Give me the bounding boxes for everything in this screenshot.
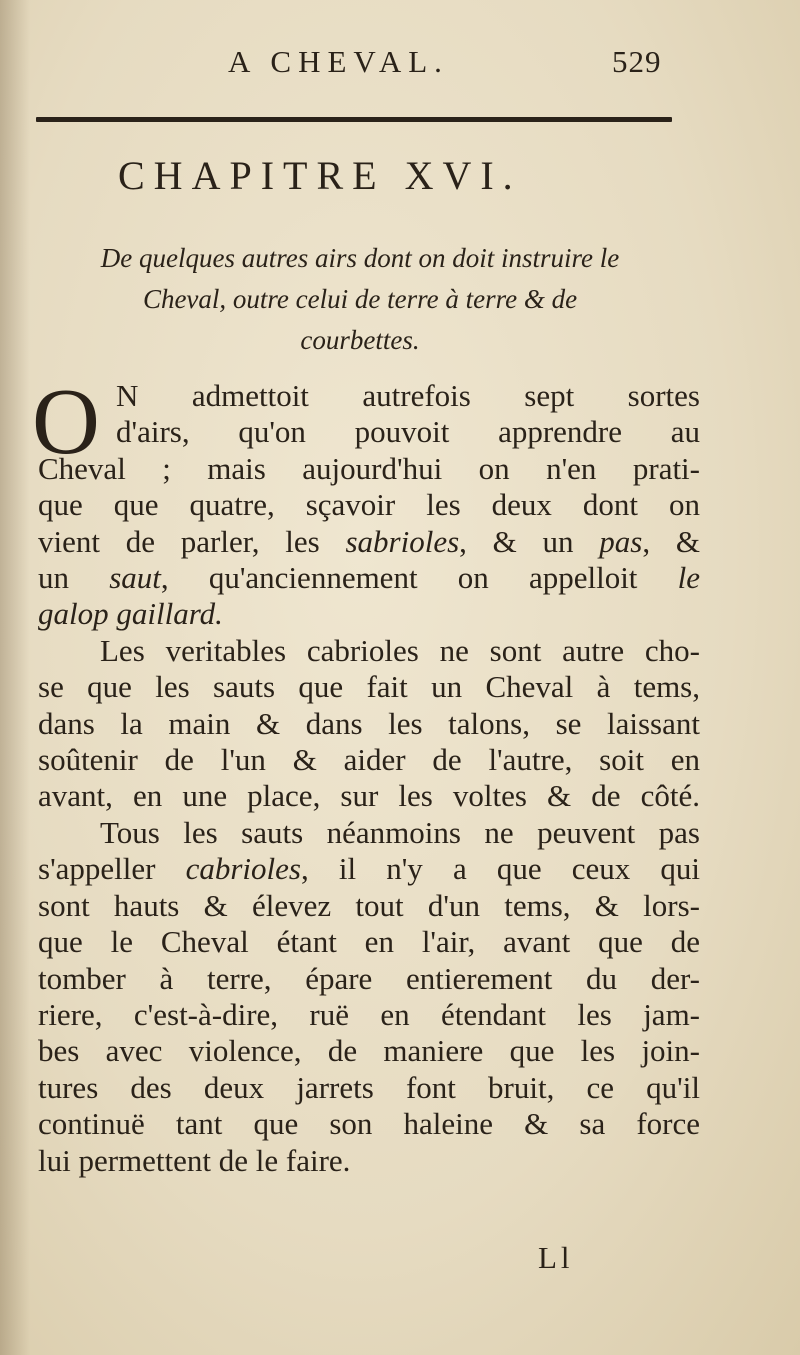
paragraph-3 (38, 815, 700, 1179)
text-run: s'appeller (38, 851, 186, 887)
text-line (38, 524, 700, 560)
italic-term: cabrioles (185, 851, 301, 887)
text-run: , & (642, 523, 700, 559)
text-line: se que les sauts que fait un Cheval à tems, (38, 669, 700, 705)
text-run: , qu'anciennement on appelloit (160, 560, 678, 596)
subtitle-line: courbettes. (300, 325, 420, 355)
italic-term: saut (109, 560, 161, 596)
subtitle-line: Cheval, outre celui de terre à terre & de (142, 284, 578, 314)
text-line: N admettoit autrefois sept sortes (116, 378, 700, 413)
paragraph-1 (32, 370, 700, 633)
text-line: tomber à terre, épare entierement du der- (38, 960, 700, 996)
text-run: , il n'y a que ceux qui (300, 851, 700, 887)
text-line: que le Cheval étant en l'air, avant que de (38, 924, 700, 960)
text-line: soûtenir de l'un & aider de l'autre, soit en (38, 742, 700, 778)
text-line: avant, en une place, sur les voltes & de côté. (38, 778, 700, 814)
text-line: Les veritables cabrioles ne sont autre cho- (100, 632, 700, 668)
text-line (38, 851, 700, 887)
text-line: bes avec violence, de maniere que les join- (38, 1033, 700, 1069)
text-line: lui permettent de le faire. (38, 1142, 351, 1178)
text-run: un (38, 560, 110, 596)
page-number: 529 (612, 44, 662, 79)
text-line: dans la main & dans les talons, se laissant (38, 705, 700, 741)
chapter-heading: CHAPITRE XVI. (118, 153, 522, 198)
chapter-subtitle (40, 238, 680, 361)
text-line: Tous les sauts néanmoins ne peuvent pas (100, 814, 700, 850)
text-line: riere, c'est-à-dire, ruë en étendant les jam- (38, 996, 700, 1032)
running-head (0, 40, 800, 90)
text-run: vient de parler, les (38, 523, 346, 559)
text-line: sont hauts & élevez tout d'un tems, & lors- (38, 887, 700, 923)
body-text (32, 370, 700, 1179)
text-line: d'airs, qu'on pouvoit apprendre au (116, 414, 700, 450)
header-rule (36, 117, 672, 122)
paragraph-2 (38, 633, 700, 815)
italic-term: le (677, 560, 700, 596)
text-run: , & un (459, 523, 600, 559)
drop-cap: O (32, 370, 100, 474)
text-line: continuë tant que son haleine & sa force (38, 1106, 700, 1142)
text-line: galop gaillard. (38, 596, 223, 632)
signature-mark: Ll (538, 1240, 574, 1275)
italic-term: sabrioles (345, 523, 460, 559)
text-line: tures des deux jarrets font bruit, ce qu'il (38, 1069, 700, 1105)
text-line: Cheval ; mais aujourd'hui on n'en prati- (38, 450, 700, 486)
italic-term: pas (599, 523, 643, 559)
text-line: que que quatre, sçavoir les deux dont on (38, 487, 700, 523)
subtitle-line: De quelques autres airs dont on doit instruire le (100, 243, 620, 273)
page-edge-shadow (0, 0, 30, 1355)
running-title: A CHEVAL. (228, 44, 449, 79)
text-line (38, 560, 700, 596)
